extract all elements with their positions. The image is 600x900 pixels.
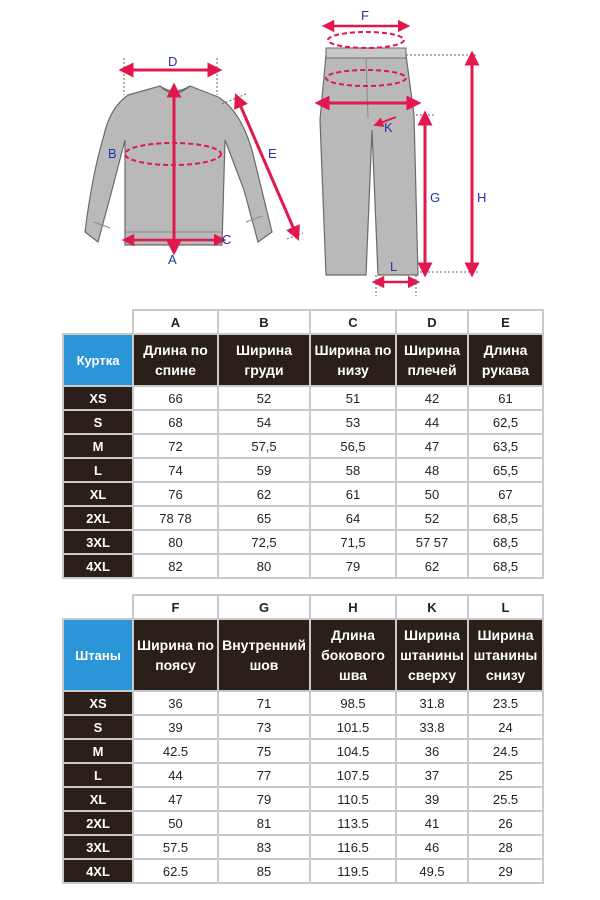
table-cell: 53 — [310, 410, 396, 434]
table-cell: 31.8 — [396, 691, 468, 715]
table-cell: 83 — [218, 835, 310, 859]
table-row — [63, 859, 543, 883]
table-cell: 37 — [396, 763, 468, 787]
column-header: Ширина штанины снизу — [468, 619, 543, 691]
table-row — [63, 458, 543, 482]
table-cell: 58 — [310, 458, 396, 482]
label-d: D — [168, 54, 178, 69]
pants-size-table — [62, 594, 544, 884]
table-cell: 68,5 — [468, 530, 543, 554]
table-cell: 116.5 — [310, 835, 396, 859]
table-cell: 23.5 — [468, 691, 543, 715]
table-cell: 68,5 — [468, 506, 543, 530]
table-cell: 62,5 — [468, 410, 543, 434]
col-letter: G — [218, 595, 310, 619]
table-cell: 77 — [218, 763, 310, 787]
table-cell: 75 — [218, 739, 310, 763]
size-label: L — [63, 763, 133, 787]
column-header: Внутренний шов — [218, 619, 310, 691]
label-l: L — [390, 259, 398, 274]
table-row — [63, 506, 543, 530]
label-c: C — [222, 232, 232, 247]
size-label: XS — [63, 386, 133, 410]
table-cell: 51 — [310, 386, 396, 410]
table-cell: 68 — [133, 410, 218, 434]
table-cell: 119.5 — [310, 859, 396, 883]
table-cell: 104.5 — [310, 739, 396, 763]
table-row — [63, 835, 543, 859]
table-cell: 79 — [218, 787, 310, 811]
table-row — [63, 715, 543, 739]
table-row — [63, 811, 543, 835]
table-cell: 44 — [133, 763, 218, 787]
table-cell: 57,5 — [218, 434, 310, 458]
table-cell: 78 78 — [133, 506, 218, 530]
table-cell: 61 — [310, 482, 396, 506]
col-letter: K — [396, 595, 468, 619]
table-row — [63, 763, 543, 787]
table-cell: 65 — [218, 506, 310, 530]
table-cell: 25 — [468, 763, 543, 787]
table-cell: 42 — [396, 386, 468, 410]
table-cell: 24.5 — [468, 739, 543, 763]
table-cell: 36 — [133, 691, 218, 715]
table-cell: 74 — [133, 458, 218, 482]
table-cell: 26 — [468, 811, 543, 835]
table-cell: 81 — [218, 811, 310, 835]
table-cell: 24 — [468, 715, 543, 739]
table-cell: 80 — [133, 530, 218, 554]
table-cell: 68,5 — [468, 554, 543, 578]
table-cell: 98.5 — [310, 691, 396, 715]
label-a: A — [168, 252, 177, 267]
column-header: Ширина штанины сверху — [396, 619, 468, 691]
table-cell: 52 — [218, 386, 310, 410]
table-cell: 57 57 — [396, 530, 468, 554]
column-header: Длина рукава — [468, 334, 543, 386]
table-cell: 46 — [396, 835, 468, 859]
column-header: Длина бокового шва — [310, 619, 396, 691]
table-cell: 44 — [396, 410, 468, 434]
table-cell: 39 — [396, 787, 468, 811]
col-letter: C — [310, 310, 396, 334]
table-cell: 107.5 — [310, 763, 396, 787]
table-cell: 62.5 — [133, 859, 218, 883]
size-label: S — [63, 715, 133, 739]
table-cell: 73 — [218, 715, 310, 739]
table-cell: 63,5 — [468, 434, 543, 458]
table-cell: 39 — [133, 715, 218, 739]
table-cell: 72 — [133, 434, 218, 458]
table-cell: 50 — [133, 811, 218, 835]
measurement-diagram — [0, 0, 600, 300]
col-letter: A — [133, 310, 218, 334]
table-cell: 79 — [310, 554, 396, 578]
table-cell: 49.5 — [396, 859, 468, 883]
column-header: Ширина по низу — [310, 334, 396, 386]
size-label: M — [63, 739, 133, 763]
table-cell: 54 — [218, 410, 310, 434]
column-header: Ширина по поясу — [133, 619, 218, 691]
size-label: 2XL — [63, 506, 133, 530]
table-cell: 56,5 — [310, 434, 396, 458]
label-f: F — [361, 8, 369, 23]
size-label: L — [63, 458, 133, 482]
table-cell: 71,5 — [310, 530, 396, 554]
table-cell: 57.5 — [133, 835, 218, 859]
table-cell: 48 — [396, 458, 468, 482]
col-letter: D — [396, 310, 468, 334]
size-label: 2XL — [63, 811, 133, 835]
col-letter: B — [218, 310, 310, 334]
table-row — [63, 386, 543, 410]
table-cell: 85 — [218, 859, 310, 883]
table-cell: 61 — [468, 386, 543, 410]
table-cell: 101.5 — [310, 715, 396, 739]
size-label: 4XL — [63, 859, 133, 883]
table-cell: 25.5 — [468, 787, 543, 811]
jacket-size-table — [62, 309, 544, 579]
table-title: Штаны — [63, 619, 133, 691]
table-cell: 66 — [133, 386, 218, 410]
table-cell: 47 — [133, 787, 218, 811]
table-row — [63, 530, 543, 554]
table-row — [63, 434, 543, 458]
size-label: 3XL — [63, 835, 133, 859]
table-cell: 80 — [218, 554, 310, 578]
table-cell: 59 — [218, 458, 310, 482]
jacket-illustration — [85, 86, 272, 245]
table-cell: 33.8 — [396, 715, 468, 739]
table-row — [63, 554, 543, 578]
label-h: H — [477, 190, 487, 205]
table-row — [63, 739, 543, 763]
col-letter: F — [133, 595, 218, 619]
table-cell: 71 — [218, 691, 310, 715]
table-cell: 72,5 — [218, 530, 310, 554]
col-letter: H — [310, 595, 396, 619]
size-label: M — [63, 434, 133, 458]
size-label: XS — [63, 691, 133, 715]
table-cell: 29 — [468, 859, 543, 883]
column-header: Длина по спине — [133, 334, 218, 386]
table-cell: 82 — [133, 554, 218, 578]
table-cell: 62 — [218, 482, 310, 506]
label-k: K — [384, 120, 393, 135]
column-header: Ширина плечей — [396, 334, 468, 386]
column-header: Ширина груди — [218, 334, 310, 386]
size-label: XL — [63, 787, 133, 811]
col-letter: L — [468, 595, 543, 619]
table-cell: 50 — [396, 482, 468, 506]
label-e: E — [268, 146, 277, 161]
col-letter: E — [468, 310, 543, 334]
table-cell: 64 — [310, 506, 396, 530]
table-row — [63, 410, 543, 434]
table-cell: 28 — [468, 835, 543, 859]
table-row — [63, 691, 543, 715]
size-label: 4XL — [63, 554, 133, 578]
size-label: S — [63, 410, 133, 434]
size-label: 3XL — [63, 530, 133, 554]
table-cell: 67 — [468, 482, 543, 506]
table-cell: 47 — [396, 434, 468, 458]
table-cell: 36 — [396, 739, 468, 763]
table-cell: 41 — [396, 811, 468, 835]
label-b: B — [108, 146, 117, 161]
table-cell: 113.5 — [310, 811, 396, 835]
table-cell: 110.5 — [310, 787, 396, 811]
table-cell: 42.5 — [133, 739, 218, 763]
table-title: Куртка — [63, 334, 133, 386]
table-cell: 62 — [396, 554, 468, 578]
table-cell: 52 — [396, 506, 468, 530]
table-cell: 76 — [133, 482, 218, 506]
table-row — [63, 787, 543, 811]
table-row — [63, 482, 543, 506]
label-g: G — [430, 190, 441, 205]
size-label: XL — [63, 482, 133, 506]
table-cell: 65,5 — [468, 458, 543, 482]
